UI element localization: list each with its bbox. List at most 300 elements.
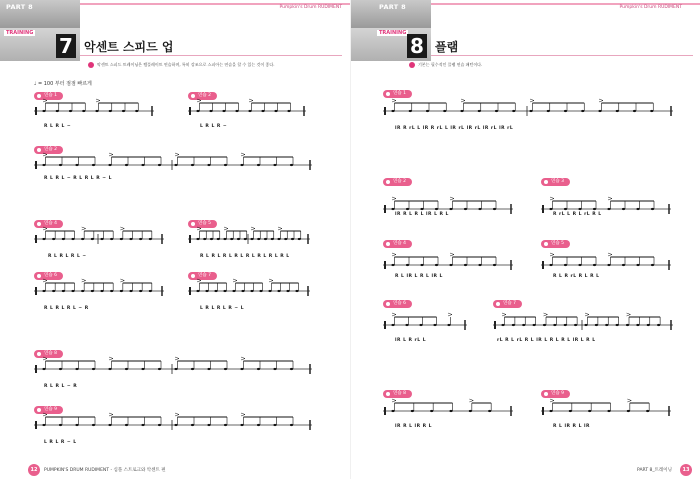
accent-mark: [392, 253, 396, 256]
accent-mark: [109, 413, 113, 416]
note-head: [449, 208, 452, 210]
note-head: [42, 110, 45, 112]
exercise-label: 연습 4: [383, 240, 412, 248]
percussion-clef: [542, 407, 544, 415]
note-head: [240, 164, 243, 166]
drum-staff: [34, 96, 154, 118]
note-head: [129, 238, 132, 240]
note-head: [564, 324, 567, 326]
sticking-pattern: lR L R rL L: [395, 338, 427, 343]
percussion-clef: [35, 287, 37, 295]
note-head: [42, 164, 45, 166]
note-head: [488, 410, 491, 412]
note-head: [430, 410, 433, 412]
exercise-label: 연습 8: [34, 350, 63, 358]
note-head: [120, 290, 123, 292]
note-head: [391, 324, 394, 326]
note-head: [564, 208, 567, 210]
note-head: [207, 424, 210, 426]
sticking-pattern: L R L R ~ L: [44, 440, 77, 445]
accent-mark: [448, 313, 452, 316]
note-head: [290, 424, 293, 426]
note-head: [108, 424, 111, 426]
accent-mark: [120, 279, 124, 282]
description: 기본는 필수적인 플램 연습 패턴이다.: [409, 62, 482, 68]
note-head: [244, 238, 247, 240]
exercise-label: 연습 1: [34, 92, 63, 100]
exercise-label: 연습 3: [541, 178, 570, 186]
note-head: [549, 264, 552, 266]
note-head: [59, 424, 62, 426]
note-head: [250, 290, 253, 292]
note-head: [141, 424, 144, 426]
training-tag: TRAINING: [6, 30, 34, 36]
accent-mark: [585, 313, 589, 316]
note-head: [217, 238, 220, 240]
note-head: [406, 264, 409, 266]
note-head: [196, 110, 199, 112]
section-number: 8: [407, 34, 427, 58]
accent-mark: [96, 99, 100, 102]
note-head: [636, 324, 639, 326]
note-head: [512, 110, 515, 112]
pink-dot-icon: [88, 62, 94, 68]
accent-mark: [82, 227, 86, 230]
note-head: [42, 290, 45, 292]
accent-mark: [392, 313, 396, 316]
note-head: [273, 424, 276, 426]
accent-mark: [197, 227, 201, 230]
section-number: 7: [56, 34, 76, 58]
note-head: [543, 324, 546, 326]
note-head: [426, 110, 429, 112]
note-head: [290, 368, 293, 370]
note-head: [495, 110, 498, 112]
note-head: [224, 368, 227, 370]
note-head: [223, 238, 226, 240]
page-number: 13: [680, 464, 692, 476]
note-head: [584, 324, 587, 326]
note-head: [433, 324, 436, 326]
note-head: [261, 110, 264, 112]
accent-mark: [550, 253, 554, 256]
note-head: [274, 110, 277, 112]
note-head: [284, 238, 287, 240]
note-head: [547, 110, 550, 112]
drum-staff: [383, 96, 673, 118]
sticking-pattern: R L R rL R L R L: [553, 274, 600, 279]
accent-mark: [197, 99, 201, 102]
accent-mark: [109, 153, 113, 156]
note-head: [149, 238, 152, 240]
note-head: [250, 238, 253, 240]
sticking-pattern: R L R L ~ R L R L R ~ L: [44, 176, 112, 181]
drum-staff: [188, 276, 310, 298]
note-head: [223, 290, 226, 292]
percussion-clef: [542, 205, 544, 213]
note-head: [553, 324, 556, 326]
note-head: [158, 368, 161, 370]
exercise-label: 연습 2: [34, 146, 63, 154]
note-head: [81, 238, 84, 240]
percussion-clef: [384, 261, 386, 269]
note-head: [95, 110, 98, 112]
drum-staff: [34, 354, 312, 376]
note-head: [493, 208, 496, 210]
note-head: [42, 368, 45, 370]
note-head: [449, 264, 452, 266]
note-head: [295, 290, 298, 292]
drum-staff: [34, 410, 312, 432]
note-head: [512, 324, 515, 326]
note-head: [203, 238, 206, 240]
note-head: [273, 368, 276, 370]
accent-mark: [530, 99, 534, 102]
exercise-label: 연습 2: [188, 92, 217, 100]
accent-mark: [175, 357, 179, 360]
note-head: [549, 208, 552, 210]
note-head: [607, 264, 610, 266]
percussion-clef: [189, 235, 191, 243]
note-head: [411, 410, 414, 412]
sticking-pattern: lR R L lR R L: [395, 424, 433, 429]
percussion-clef: [35, 365, 37, 373]
exercise-label: 연습 9: [541, 390, 570, 398]
page-title: 악센트 스피드 업: [84, 40, 174, 54]
sticking-pattern: R L R L ~ R: [44, 384, 78, 389]
note-head: [92, 164, 95, 166]
sticking-pattern: rL R L rL R L lR L R L R L lR L R L: [497, 338, 596, 343]
note-head: [214, 290, 217, 292]
percussion-clef: [384, 107, 386, 115]
note-head: [222, 110, 225, 112]
note-head: [419, 324, 422, 326]
note-head: [391, 264, 394, 266]
accent-mark: [450, 197, 454, 200]
drum-staff: [188, 96, 306, 118]
note-head: [240, 368, 243, 370]
part-header-bar: [351, 0, 431, 28]
note-head: [478, 264, 481, 266]
note-head: [237, 238, 240, 240]
note-head: [478, 208, 481, 210]
accent-mark: [120, 227, 124, 230]
sticking-pattern: R L R L R L ~: [48, 254, 87, 259]
note-head: [224, 424, 227, 426]
note-head: [287, 110, 290, 112]
note-head: [529, 110, 532, 112]
note-head: [42, 238, 45, 240]
note-head: [100, 238, 103, 240]
note-head: [469, 410, 472, 412]
description: 악센트 스피드 트레이닝은 템플레이트 연습하며, 특히 강조으로 스피아는 연습을 할 수 있는 것이 좋다.: [88, 62, 275, 68]
note-head: [290, 164, 293, 166]
note-head: [92, 368, 95, 370]
note-head: [75, 164, 78, 166]
note-head: [125, 368, 128, 370]
accent-mark: [608, 197, 612, 200]
note-head: [75, 424, 78, 426]
note-head: [605, 324, 608, 326]
note-head: [91, 290, 94, 292]
note-head: [271, 238, 274, 240]
note-head: [549, 410, 552, 412]
right-page: [350, 0, 700, 479]
drum-staff: [493, 310, 673, 332]
accent-mark: [43, 357, 47, 360]
note-head: [120, 238, 123, 240]
note-head: [493, 264, 496, 266]
note-head: [174, 368, 177, 370]
percussion-clef: [384, 407, 386, 415]
note-head: [616, 324, 619, 326]
note-head: [595, 324, 598, 326]
note-head: [405, 324, 408, 326]
percussion-clef: [189, 107, 191, 115]
accent-mark: [550, 197, 554, 200]
accent-mark: [233, 279, 237, 282]
exercise-label: 연습 9: [34, 406, 63, 414]
note-head: [235, 110, 238, 112]
note-head: [52, 238, 55, 240]
note-head: [158, 164, 161, 166]
percussion-clef: [494, 321, 496, 329]
note-head: [191, 164, 194, 166]
note-head: [191, 424, 194, 426]
accent-mark: [392, 197, 396, 200]
note-head: [391, 410, 394, 412]
brand-text: Pumpkin's Drum RUDIMENT: [279, 5, 342, 10]
note-head: [449, 410, 452, 412]
note-head: [533, 324, 536, 326]
accent-mark: [109, 357, 113, 360]
note-head: [129, 290, 132, 292]
note-head: [59, 368, 62, 370]
note-head: [574, 324, 577, 326]
note-head: [406, 208, 409, 210]
note-head: [196, 238, 199, 240]
note-head: [110, 290, 113, 292]
note-head: [593, 208, 596, 210]
drum-staff: [34, 276, 164, 298]
note-head: [264, 238, 267, 240]
title-rule: [431, 55, 693, 56]
percussion-clef: [384, 205, 386, 213]
note-head: [158, 424, 161, 426]
exercise-label: 연습 8: [383, 390, 412, 398]
note-head: [122, 110, 125, 112]
note-head: [564, 264, 567, 266]
note-head: [478, 110, 481, 112]
note-head: [232, 290, 235, 292]
note-head: [646, 410, 649, 412]
note-head: [578, 208, 581, 210]
accent-mark: [43, 153, 47, 156]
drum-staff: [541, 250, 671, 272]
note-head: [277, 290, 280, 292]
note-head: [277, 238, 280, 240]
accent-mark: [502, 313, 506, 316]
note-head: [435, 264, 438, 266]
title-rule: [80, 55, 342, 56]
accent-mark: [627, 313, 631, 316]
exercise-label: 연습 1: [383, 90, 412, 98]
percussion-clef: [542, 261, 544, 269]
exercise-label: 연습 7: [188, 272, 217, 280]
part-header-bar: [0, 0, 80, 28]
accent-mark: [450, 253, 454, 256]
note-head: [650, 110, 653, 112]
note-head: [636, 208, 639, 210]
note-head: [273, 164, 276, 166]
note-head: [108, 164, 111, 166]
note-head: [464, 208, 467, 210]
accent-mark: [43, 99, 47, 102]
note-head: [420, 208, 423, 210]
note-head: [298, 238, 301, 240]
note-head: [657, 324, 660, 326]
note-head: [647, 324, 650, 326]
exercise-label: 연습 7: [493, 300, 522, 308]
percussion-clef: [35, 161, 37, 169]
note-head: [69, 110, 72, 112]
accent-mark: [550, 399, 554, 402]
accent-mark: [175, 153, 179, 156]
note-head: [71, 238, 74, 240]
accent-mark: [392, 99, 396, 102]
note-head: [257, 238, 260, 240]
sticking-pattern: L R L R ~: [200, 124, 228, 129]
accent-mark: [269, 279, 273, 282]
sticking-pattern: lR R rL L lR R rL L lR rL lR rL lR rL lR rL: [395, 126, 514, 131]
exercise-label: 연습 2: [383, 178, 412, 186]
note-head: [207, 164, 210, 166]
note-head: [139, 290, 142, 292]
note-head: [443, 110, 446, 112]
note-head: [109, 110, 112, 112]
note-head: [391, 208, 394, 210]
note-head: [141, 164, 144, 166]
note-head: [588, 410, 591, 412]
exercise-label: 연습 6: [383, 300, 412, 308]
note-head: [522, 324, 525, 326]
note-head: [81, 290, 84, 292]
percussion-clef: [384, 321, 386, 329]
page-number: 12: [28, 464, 40, 476]
note-head: [651, 208, 654, 210]
part-label: PART 8: [379, 3, 406, 11]
percussion-clef: [35, 235, 37, 243]
note-head: [460, 110, 463, 112]
exercise-label: 연습 5: [188, 220, 217, 228]
note-head: [210, 238, 213, 240]
note-head: [598, 110, 601, 112]
page-title: 플램: [435, 40, 459, 54]
note-head: [259, 290, 262, 292]
note-head: [564, 110, 567, 112]
note-head: [125, 424, 128, 426]
percussion-clef: [35, 107, 37, 115]
note-head: [626, 324, 629, 326]
note-head: [224, 164, 227, 166]
drum-staff: [383, 396, 513, 418]
note-head: [141, 368, 144, 370]
note-head: [75, 368, 78, 370]
note-head: [56, 110, 59, 112]
note-head: [593, 264, 596, 266]
drum-staff: [34, 224, 164, 246]
note-head: [196, 290, 199, 292]
tempo-marking: ♩ = 100 부터 점점 빠르게: [34, 81, 92, 87]
footer-text: PUMPKIN'S DRUM RUDIMENT - 심플 스트로크와 악센트 편: [44, 468, 166, 473]
accent-mark: [241, 357, 245, 360]
note-head: [205, 290, 208, 292]
note-head: [139, 238, 142, 240]
accent-mark: [608, 253, 612, 256]
accent-mark: [241, 153, 245, 156]
note-head: [174, 424, 177, 426]
note-head: [91, 238, 94, 240]
note-head: [607, 208, 610, 210]
drum-staff: [34, 150, 312, 172]
note-head: [409, 110, 412, 112]
note-head: [636, 264, 639, 266]
note-head: [291, 238, 294, 240]
sticking-pattern: R L R L ~: [44, 124, 72, 129]
note-head: [209, 110, 212, 112]
note-head: [447, 324, 450, 326]
sticking-pattern: R L R L R L R L R L R L R L R L: [200, 254, 290, 259]
accent-mark: [175, 413, 179, 416]
footer-text: PART 8_트레이닝: [637, 468, 672, 473]
note-head: [257, 368, 260, 370]
sticking-pattern: L R L R L R ~ L: [200, 306, 245, 311]
drum-staff: [188, 224, 310, 246]
accent-mark: [43, 279, 47, 282]
note-head: [240, 424, 243, 426]
note-head: [241, 290, 244, 292]
note-head: [633, 110, 636, 112]
note-head: [125, 164, 128, 166]
note-head: [420, 264, 423, 266]
accent-mark: [43, 227, 47, 230]
note-head: [174, 164, 177, 166]
percussion-clef: [189, 287, 191, 295]
pink-dot-icon: [409, 62, 415, 68]
accent-mark: [469, 399, 473, 402]
note-head: [248, 110, 251, 112]
percussion-clef: [35, 421, 37, 429]
accent-mark: [251, 227, 255, 230]
note-head: [607, 410, 610, 412]
accent-mark: [241, 413, 245, 416]
brand-text: Pumpkin's Drum RUDIMENT: [619, 5, 682, 10]
note-head: [622, 208, 625, 210]
note-head: [464, 264, 467, 266]
note-head: [651, 264, 654, 266]
note-head: [71, 290, 74, 292]
note-head: [569, 410, 572, 412]
note-head: [52, 290, 55, 292]
note-head: [207, 368, 210, 370]
accent-mark: [278, 227, 282, 230]
training-tag: TRAINING: [379, 30, 407, 36]
note-head: [191, 368, 194, 370]
note-head: [286, 290, 289, 292]
note-head: [92, 424, 95, 426]
drum-staff: [383, 250, 513, 272]
accent-mark: [461, 99, 465, 102]
